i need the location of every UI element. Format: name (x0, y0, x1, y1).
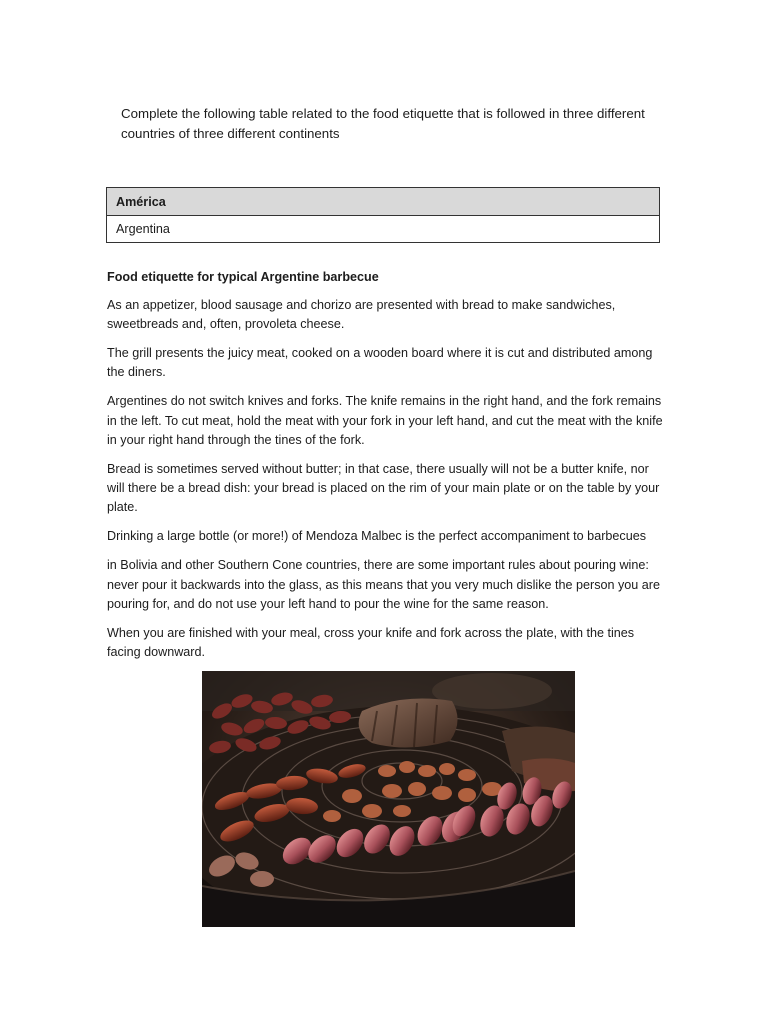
country-cell: Argentina (107, 216, 660, 243)
article-body (107, 268, 663, 672)
continent-cell: América (107, 188, 660, 216)
paragraph-grill: The grill presents the juicy meat, cooked on a wooden board where it is cut and distributed among the diners. (107, 346, 653, 380)
paragraph-malbec: Drinking a large bottle (or more!) of Mendoza Malbec is the perfect accompaniment to barbecues (107, 529, 646, 544)
paragraph-pouring-wine: in Bolivia and other Southern Cone countries, there are some important rules about pouring wine: never pour it backwards into the glass, as this means that you very much dislike the person you are pouring for, and do not use your left hand to pour the wine for the same reason. (107, 558, 661, 611)
continent-table (106, 187, 660, 243)
paragraph-finished-meal: When you are finished with your meal, cross your knife and fork across the plate, with the tines facing downward. (107, 625, 635, 660)
paragraph-appetizer: As an appetizer, blood sausage and chorizo are presented with bread to make sandwiches, sweetbreads and, often, provoleta cheese. (107, 298, 616, 332)
instructions-text: Complete the following table related to the food etiquette that is followed in three different countries of three different continents (121, 106, 645, 141)
barbecue-grill-photo (202, 671, 575, 927)
table-row (107, 216, 660, 243)
table-row (107, 188, 660, 216)
article-heading: Food etiquette for typical Argentine barbecue (107, 270, 379, 284)
paragraph-knives-forks: Argentines do not switch knives and forks. The knife remains in the right hand, and the fork remains in the left. To cut meat, hold the meat with your fork in your left hand, and cut the meat with the knife in your right hand through the tines of the fork. (107, 394, 663, 447)
paragraph-bread: Bread is sometimes served without butter; in that case, there usually will not be a butter knife, nor will there be a bread dish: your bread is placed on the rim of your main plate or on the table by your plate. (107, 461, 660, 515)
